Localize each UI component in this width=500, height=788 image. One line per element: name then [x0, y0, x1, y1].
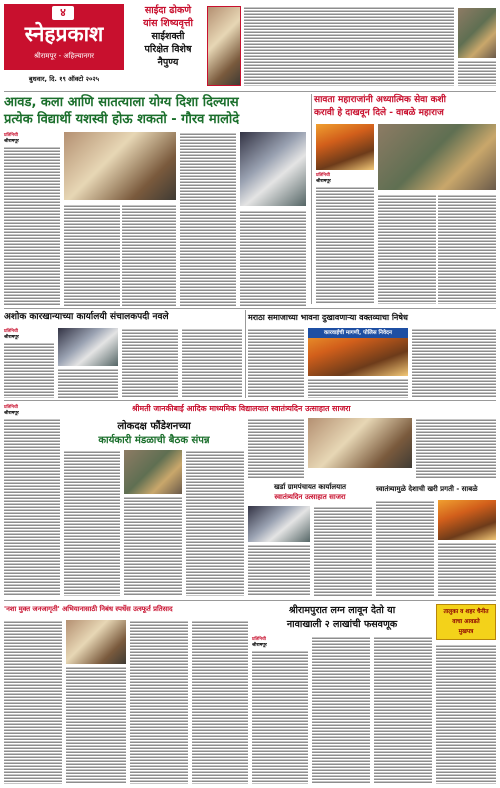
masthead [4, 4, 124, 88]
promo-block [128, 4, 208, 88]
janaki-col-1 [248, 418, 304, 478]
top-headline-line-1: आवड, कला आणि सातत्याला योग्य दिशा दिल्यास [4, 95, 239, 110]
ashok-col-1 [4, 342, 54, 398]
swatantrya-headline: स्वातंत्र्यामुळे देशाची खरी प्रगती - साबळे [376, 485, 478, 493]
gram-headline-line-2: स्वातंत्र्यदिन उत्साहात साजरा [274, 493, 346, 501]
masthead-title: स्नेहप्रकाश [24, 22, 104, 46]
maratha-photo-caption: कारवाईची मागणी, पोलिस निवेदन [308, 328, 408, 338]
ashok-photo [58, 328, 118, 366]
ashok-headline: अशोक कारखान्याच्या कार्यालयी संचालकपदी नवले [4, 312, 169, 322]
lokdaksh-col-2 [124, 496, 182, 596]
promo-line-1: साईदा ढोकणे [144, 5, 192, 16]
promo-line-4: परिक्षेत विशेष [144, 44, 192, 55]
right-story-col-3 [438, 194, 496, 304]
right-story-col-2 [378, 194, 436, 304]
swatantrya-col-1 [376, 500, 434, 596]
lokdaksh-headline [64, 420, 244, 448]
maratha-photo [308, 328, 408, 376]
lagna-byline [252, 636, 308, 648]
story-1-place: श्रीरामपूर [4, 139, 19, 144]
ad-box [436, 604, 496, 640]
nasha-col-4 [192, 620, 248, 784]
ashok-col-4 [182, 328, 242, 398]
nasha-col-1 [4, 620, 62, 784]
col-left-place: श्रीरामपूर [4, 411, 19, 416]
top-right-text [244, 6, 454, 86]
maratha-col-2 [308, 378, 408, 398]
ashok-col-2 [58, 368, 118, 398]
story-1-photo-2 [240, 132, 306, 206]
story-1-byline [4, 132, 60, 144]
lagna-headline-line-1: श्रीरामपुरात लग्न लावून देतो या [288, 605, 396, 616]
maratha-col-3 [412, 328, 496, 398]
lagna-col-1 [252, 650, 308, 784]
ashok-byline-pratinidhi: प्रतिनिधी [4, 329, 18, 334]
swatantrya-photo [438, 500, 496, 540]
right-story-place: श्रीरामपूर [316, 179, 331, 184]
janaki-headline: श्रीमती जानकीबाई आदिक माध्यमिक विद्यालयात स्वातंत्र्यदिन उत्साहात साजरा [132, 404, 351, 413]
story-1-byline-pratinidhi: प्रतिनिधी [4, 133, 18, 138]
col-left-byline-pratinidhi: प्रतिनिधी [4, 405, 18, 410]
lagna-col-3 [374, 636, 432, 784]
gram-col-1 [248, 544, 310, 596]
janaki-col-2 [416, 418, 496, 478]
issue-number: ४ [52, 6, 74, 20]
lagna-place: श्रीरामपूर [252, 643, 267, 648]
ad-box-line-1: तालुका व शहर चैनीत [443, 609, 489, 615]
gram-col-2 [314, 506, 372, 596]
janaki-photo [308, 418, 412, 468]
right-headline-line-1: सावता महाराजांनी अध्यात्मिक सेवा कशी [314, 95, 446, 105]
col-left-byline [4, 404, 60, 416]
col-left-text [4, 418, 60, 596]
lokdaksh-col-3 [186, 450, 244, 596]
masthead-edition: श्रीरामपूर - अहिल्यानगर [33, 52, 95, 60]
right-headline-line-2: करावी हे दाखवून दिले - वाबळे महाराज [314, 108, 444, 118]
ad-box-line-3: मुखपत्र [458, 629, 474, 635]
lokdaksh-photo [124, 450, 182, 494]
story-1-col-5 [240, 210, 306, 306]
gram-photo [248, 506, 310, 542]
lokdaksh-headline-line-1: लोकदक्ष फौंडेशनच्या [117, 421, 191, 432]
gram-headline-line-1: खर्डा ग्रामपंचायत कार्यालयात [273, 483, 347, 491]
top-right-photo-caption [458, 60, 496, 86]
lagna-col-2 [312, 636, 370, 784]
ad-box-line-2: वाचा आवडते [452, 619, 480, 625]
ashok-place: श्रीरामपूर [4, 335, 19, 340]
promo-line-5: नैपुण्य [157, 57, 179, 68]
lokdaksh-headline-line-2: कार्यकारी मंडळाची बैठक संपन्न [98, 435, 210, 446]
swatantrya-col-2 [438, 542, 496, 596]
right-story-byline-pratinidhi: प्रतिनिधी [316, 173, 330, 178]
nasha-headline: 'नशा मुक्त जनजागृती' अभियानासाठी निबंध स्पर्धेस उत्स्फूर्त प्रतिसाद [4, 605, 173, 613]
nasha-col-3 [130, 620, 188, 784]
promo-photo [207, 6, 241, 86]
top-headline [4, 94, 308, 128]
lagna-headline [252, 604, 432, 632]
top-headline-line-2: प्रत्येक विद्यार्थी यशस्वी होऊ शकतो - गौरव मालोदे [4, 112, 240, 127]
nasha-col-2 [66, 666, 126, 784]
story-1-col-2 [64, 204, 120, 306]
right-story-byline [316, 172, 374, 184]
maratha-col-1 [248, 328, 304, 398]
maratha-headline: मराठा समाजाच्या भावना दुखावणाऱ्या वक्तव्याचा निषेध [248, 313, 408, 322]
right-bottom-text [436, 644, 496, 784]
right-story-photo [316, 124, 374, 170]
lokdaksh-col-1 [64, 450, 120, 596]
top-right-photo [458, 8, 496, 58]
right-story-col-1 [316, 186, 374, 304]
lagna-headline-line-2: नावाखाली २ लाखांची फसवणूक [286, 619, 398, 630]
story-1-col-4 [180, 132, 236, 306]
promo-line-3: साईशक्ती [151, 31, 185, 42]
ashok-byline [4, 328, 54, 340]
ashok-col-3 [122, 328, 178, 398]
story-1-photo [64, 132, 176, 200]
story-1-col-1 [4, 146, 60, 306]
nasha-photo [66, 620, 126, 664]
masthead-date: बुधवार, दि. १९ ऑक्टो २०२५ [4, 70, 124, 88]
lagna-byline-pratinidhi: प्रतिनिधी [252, 637, 266, 642]
promo-line-2: यांस शिष्यवृत्ती [143, 18, 193, 29]
story-1-col-3 [122, 204, 176, 306]
right-headline [314, 94, 496, 120]
gram-headline [248, 482, 372, 502]
right-story-photo-2 [378, 124, 496, 190]
